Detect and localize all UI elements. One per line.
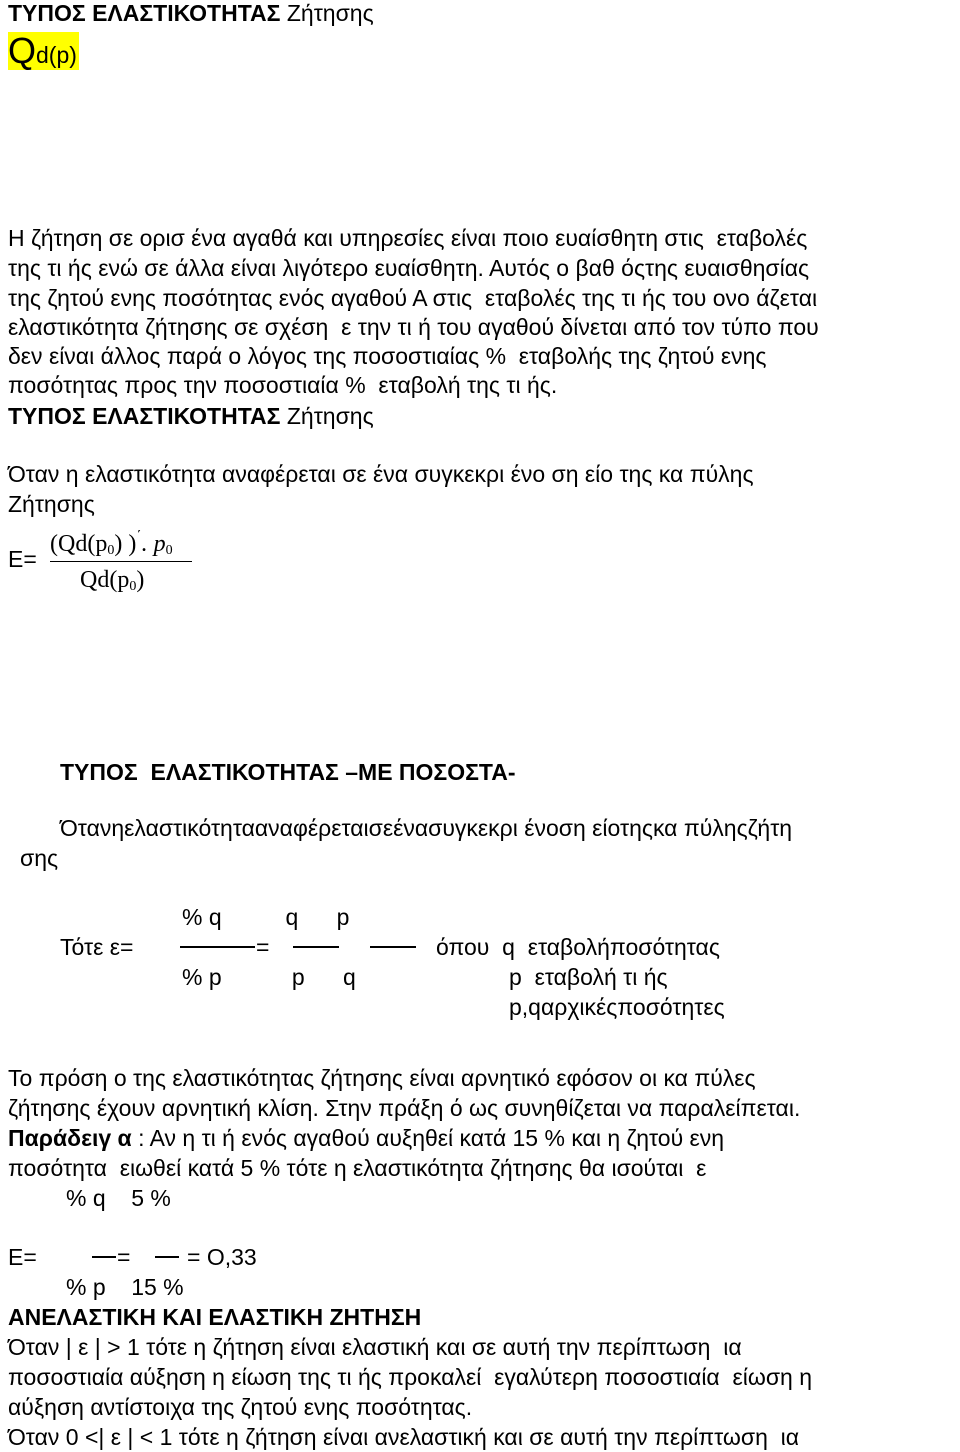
qd-letter: Q [8,30,37,71]
fraction-dash [92,1256,116,1258]
example-eq2: = Ο,33 [187,1244,257,1270]
formula2-row3a: % p p q [182,964,356,990]
formula1-line: Όταν η ελαστικότητα αναφέρεται σε ένα συγκεκρι ένο ση είο της κα πύλης [8,461,754,487]
example-numerator: % q 5 % [66,1185,171,1211]
fraction-dash [370,946,416,948]
formula2-opou: όπου q εταβολήποσότητας [436,934,720,960]
num-prime: ΄ [136,528,142,545]
header-title-rest: Ζήτησης [286,0,374,26]
formula2-tote: Τότε ε= [60,934,134,960]
example-line: ποσότητα ειωθεί κατά 5 % τότε η ελαστικότητα ζήτησης θα ισούται ε [8,1155,707,1181]
num-sub: 0 [107,543,115,558]
formula2-row1: % q q p [182,904,350,930]
example-eq1: = [117,1244,131,1270]
formula2-eq: = [256,934,270,960]
den-b: ) [136,567,145,593]
intro-line: Η ζήτηση σε ορισ ένα αγαθά και υπηρεσίες είναι ποιο ευαίσθητη στις εταβολές [8,225,808,251]
header-title [8,0,374,27]
fraction-dash [180,946,255,948]
formula2-row4: p,qαρχικέςποσότητες [509,994,725,1020]
remark-line: Το πρόση ο της ελαστικότητας ζήτησης είναι αρνητικό εφόσον οι κα πύλες [8,1065,756,1091]
formula1-numerator [50,530,173,558]
example-label: Παράδειγ α [8,1125,132,1151]
intro-line: δεν είναι άλλος παρά ο λόγος της ποσοστιαίας % εταβολής της ζητού ενης [8,343,767,369]
formula1-line: Ζήτησης [8,491,95,517]
formula2-row3b: p εταβολή τι ής [509,964,668,990]
section-line: Όταν | ε | > 1 τότε η ζήτηση είναι ελαστική και σε αυτή την περίπτωση ια [8,1334,742,1360]
fraction-dash [293,946,339,948]
example-e-label: Ε= [8,1244,37,1270]
formula1-title-rest: Ζήτησης [286,403,374,429]
formula2-line: Ότανηελαστικότητααναφέρεταισεένασυγκεκρι ένοση είοτηςκα πύληςζήτη [60,815,793,841]
den-a: Qd(p [80,567,130,593]
formula1-denominator [80,566,144,594]
fraction-dash [155,1256,179,1258]
num-b: ) ) [114,531,137,557]
section-title: ΑΝΕΛΑΣΤΙΚΗ ΚΑΙ ΕΛΑΣΤΙΚΗ ΖΗΤΗΣΗ [8,1304,422,1330]
intro-line: ποσότητας προς την ποσοστιαία % εταβολή της τι ής. [8,372,558,398]
example-line [8,1124,724,1152]
formula2-line: σης [20,845,59,871]
qd-highlight [8,32,79,70]
num-sub2: 0 [165,543,173,558]
intro-line: της ζητού ενης ποσότητας ενός αγαθού Α στις εταβολές της τι ής του ονο άζεται [8,285,818,311]
num-c: . p [141,531,166,557]
example-line1-rest: : Αν η τι ή ενός αγαθού αυξηθεί κατά 15 % και η ζητού ενη [131,1125,725,1151]
remark-line: ζήτησης έχουν αρνητική κλίση. Στην πράξη ό ως συνηθίζεται να παραλείπεται. [8,1095,801,1121]
formula2-title: ΤΥΠΟΣ ΕΛΑΣΤΙΚΟΤΗΤΑΣ –ΜΕ ΠΟΣΟΣΤΑ- [60,759,516,785]
fraction-bar [50,561,192,562]
section-line: ποσοστιαία αύξηση η είωση της τι ής προκαλεί εγαλύτερη ποσοστιαία είωση η [8,1364,813,1390]
formula1-title-bold: ΤΥΠΟΣ ΕΛΑΣΤΙΚΟΤΗΤΑΣ [8,403,281,429]
example-denominator: % p 15 % [66,1274,184,1300]
intro-line: της τι ής ενώ σε άλλα είναι λιγότερο ευαίσθητη. Αυτός ο βαθ όςτης ευαισθησίας [8,255,810,281]
header-title-bold: ΤΥΠΟΣ ΕΛΑΣΤΙΚΟΤΗΤΑΣ [8,0,281,26]
den-sub: 0 [129,579,137,594]
section-line: αύξηση αντίστοιχα της ζητού ενης ποσότητας. [8,1394,473,1420]
formula1-e-label: Ε= [8,546,37,572]
num-a: (Qd(p [50,531,108,557]
formula1-title [8,402,374,430]
qd-rest: d(p) [36,42,77,68]
intro-line: ελαστικότητα ζήτησης σε σχέση ε την τι ή του αγαθού δίνεται από τον τύπο που [8,314,819,340]
section-line: Όταν 0 <| ε | < 1 τότε η ζήτηση είναι ανελαστική και σε αυτή την περίπτωση ια [8,1424,800,1450]
